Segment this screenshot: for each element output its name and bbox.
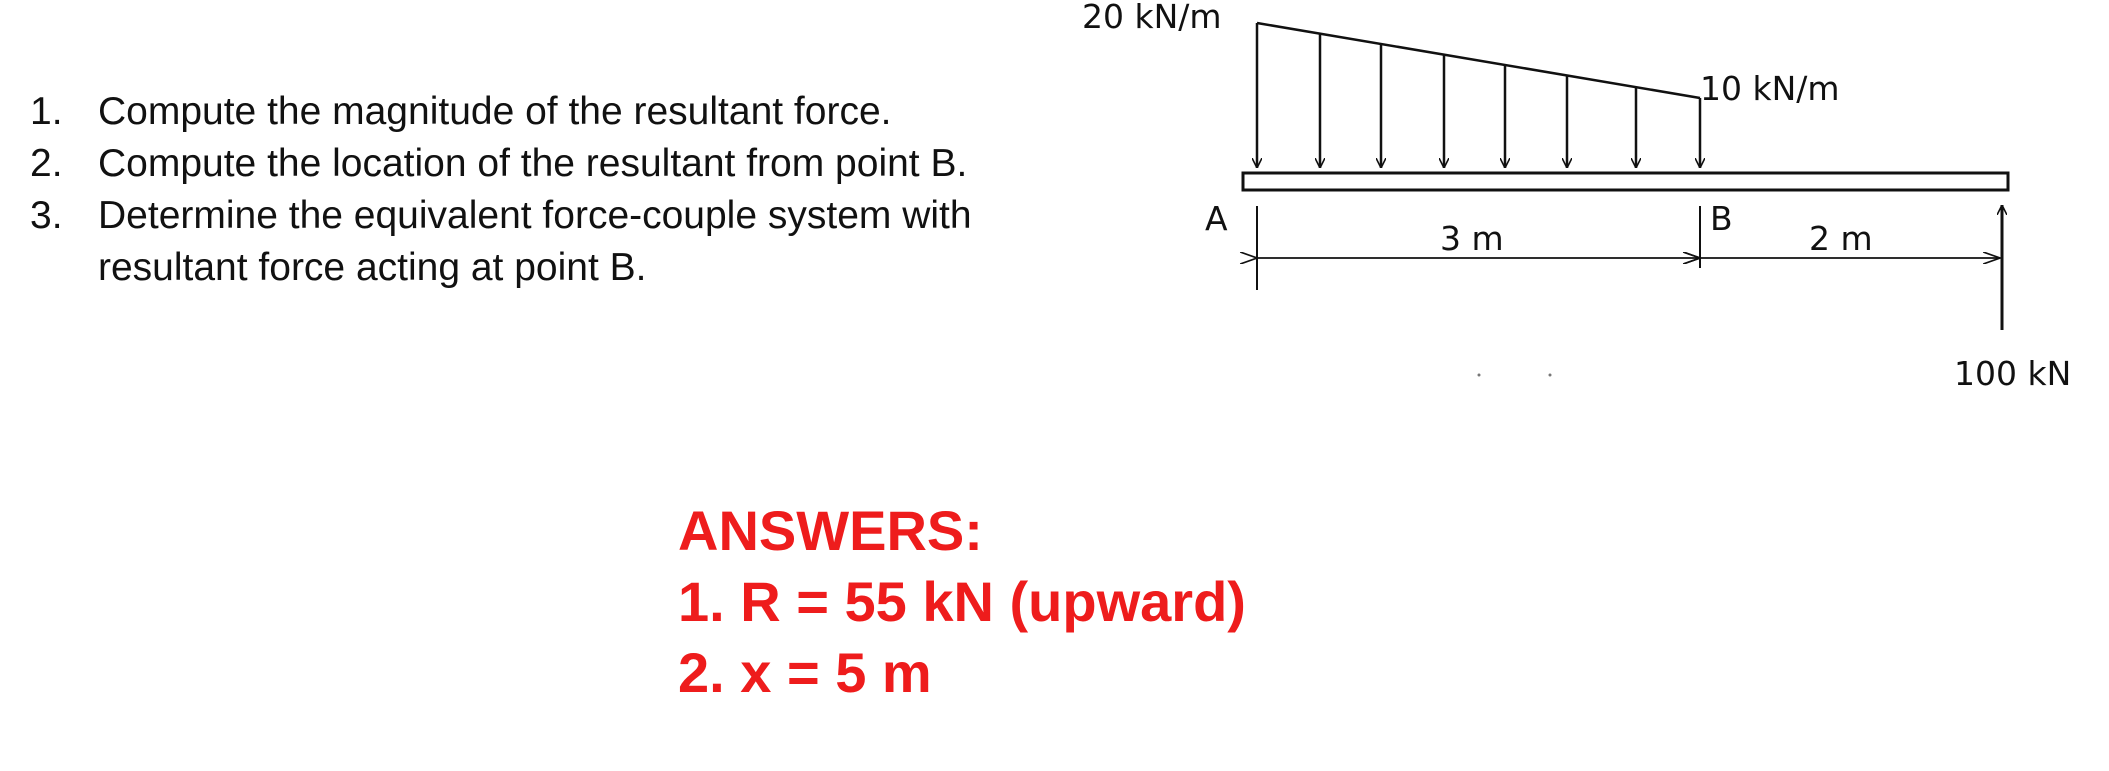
point-a-label: A xyxy=(1205,199,1228,238)
speck-dot xyxy=(1549,374,1552,377)
span-b-end-label: 2 m xyxy=(1809,219,1873,258)
load-left-label: 20 kN/m xyxy=(1082,0,1222,36)
point-b-label: B xyxy=(1710,199,1733,238)
question-text: Determine the equivalent force-couple system with resultant force acting at point B. xyxy=(98,194,972,289)
load-right-label: 10 kN/m xyxy=(1700,69,1840,108)
question-number: 1. xyxy=(30,90,63,133)
question-text: Compute the location of the resultant from point B. xyxy=(98,142,968,185)
point-force-label: 100 kN xyxy=(1954,354,2072,393)
question-number: 3. xyxy=(30,194,63,237)
question-number: 2. xyxy=(30,142,63,185)
question-text: Compute the magnitude of the resultant force. xyxy=(98,90,892,133)
span-ab-label: 3 m xyxy=(1440,219,1504,258)
beam xyxy=(1243,173,2008,190)
distributed-load-arrows xyxy=(1257,23,1700,168)
load-profile-line xyxy=(1257,23,1700,98)
answers-heading: ANSWERS: xyxy=(678,499,983,562)
answers-block xyxy=(678,495,1246,708)
speck-dot xyxy=(1478,374,1481,377)
answer-1: 1. R = 55 kN (upward) xyxy=(678,570,1246,633)
answer-2: 2. x = 5 m xyxy=(678,641,932,704)
